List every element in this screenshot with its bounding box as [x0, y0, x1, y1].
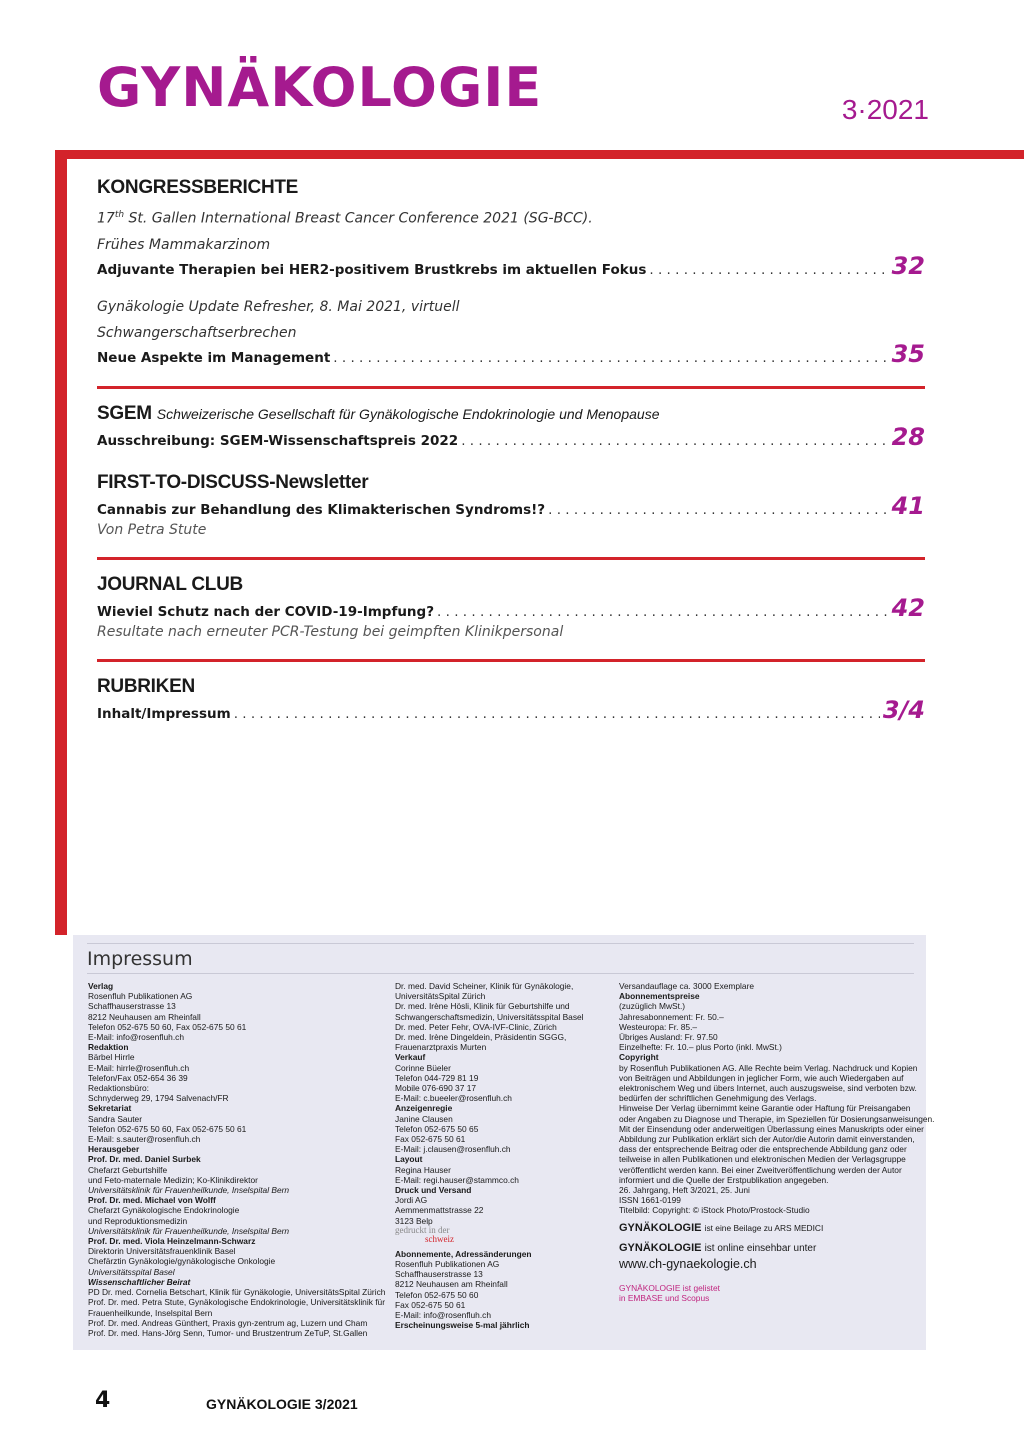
- website-link[interactable]: www.ch-gynaekologie.ch: [619, 1256, 757, 1271]
- impressum-line: Versandauflage ca. 3000 Exemplare: [619, 981, 755, 991]
- impressum-heading: Impressum: [87, 943, 914, 974]
- impressum-line: Telefon 052-675 50 60, Fax 052-675 50 61: [88, 1021, 247, 1032]
- section-title: [97, 402, 925, 426]
- toc-entry-page: 3/4: [882, 695, 925, 724]
- impressum-line: Corinne Büeler: [395, 1062, 451, 1073]
- impressum-line: Rosenfluh Publikationen AG: [395, 1259, 500, 1270]
- impressum-line: 8212 Neuhausen am Rheinfall: [88, 1011, 201, 1022]
- impressum-line: Jordi AG: [395, 1195, 428, 1206]
- topic-kicker: Frühes Mammakarzinom: [97, 236, 271, 253]
- impressum-line: Dr. med. Irène Dingeldein, Präsidentin SGGG,: [395, 1032, 567, 1043]
- impressum-line: Prof. Dr. med. Viola Heinzelmann-Schwarz: [88, 1236, 256, 1247]
- impressum-line: Abonnemente, Adressänderungen: [395, 1248, 532, 1259]
- impressum-column-3: [619, 981, 935, 1303]
- toc-entry[interactable]: [97, 339, 925, 369]
- impressum-line: E-Mail: c.bueeler@rosenfluh.ch: [395, 1093, 512, 1104]
- gedruckt-in-der-schweiz-logo: [395, 1226, 605, 1244]
- embase-line-1: GYNÄKOLOGIE ist gelistet: [619, 1282, 720, 1293]
- magazine-title: GYNÄKOLOGIE: [97, 56, 543, 119]
- impressum-line: Dr. med. David Scheiner, Klinik für Gynäkologie,: [395, 981, 574, 991]
- toc-entry-page: 35: [891, 339, 925, 368]
- impressum-line: Prof. Dr. med. Daniel Surbek: [88, 1154, 201, 1165]
- impressum-line: Mobile 076-690 37 17: [395, 1083, 477, 1094]
- impressum-line: Frauenarztpraxis Murten: [395, 1042, 487, 1053]
- toc-entry-page: 41: [891, 491, 925, 520]
- impressum-line: Telefon 052-675 50 60, Fax 052-675 50 61: [88, 1123, 247, 1134]
- section-rubriken: [97, 675, 925, 725]
- article-subtitle: Resultate nach erneuter PCR-Testung bei geimpften Klinikpersonal: [97, 623, 564, 640]
- impressum-line: Telefon 052-675 50 60: [395, 1289, 479, 1300]
- impressum-line: Sekretariat: [88, 1103, 132, 1114]
- section-first-to-discuss: [97, 471, 925, 540]
- impressum-line: E-Mail: info@rosenfluh.ch: [88, 1032, 185, 1043]
- impressum-line: Fax 052-675 50 61: [395, 1134, 466, 1145]
- impressum-line: Copyright: [619, 1052, 659, 1063]
- toc-entry[interactable]: [97, 422, 925, 452]
- impressum-line: E-Mail: hirrle@rosenfluh.ch: [88, 1062, 190, 1073]
- section-divider: [97, 386, 925, 389]
- dot-leader: [548, 499, 888, 521]
- impressum-column-1: [88, 981, 388, 1338]
- impressum-line: Druck und Versand: [395, 1185, 472, 1196]
- impressum-line: E-Mail: info@rosenfluh.ch: [395, 1310, 492, 1321]
- section-description: Schweizerische Gesellschaft für Gynäkologische Endokrinologie und Menopause: [156, 405, 660, 422]
- impressum-line: Westeuropa: Fr. 85.–: [619, 1021, 698, 1032]
- impressum-line: Aemmenmattstrasse 22: [395, 1205, 484, 1216]
- impressum-line: Bärbel Hirrle: [88, 1052, 135, 1063]
- impressum-line: Chefarzt Geburtshilfe: [88, 1164, 168, 1175]
- impressum-line: Dr. med. Peter Fehr, OVA-IVF-Clinic, Zürich: [395, 1021, 557, 1032]
- impressum-line: E-Mail: regi.hauser@stammco.ch: [395, 1174, 519, 1185]
- toc-entry-page: 32: [891, 251, 925, 280]
- impressum-line: veröffentlicht werden kann. Bei einer Zweitveröffentlichung werden der Autor: [619, 1164, 902, 1175]
- impressum-line: 26. Jahrgang, Heft 3/2021, 25. Juni: [619, 1185, 750, 1196]
- impressum-line: Chefarzt Gynäkologische Endokrinologie: [88, 1205, 240, 1216]
- author-line: Von Petra Stute: [97, 521, 207, 538]
- impressum-line: Abbildung zur Publikation erklärt sich der Autor/die Autorin damit einverstanden,: [619, 1134, 915, 1145]
- impressum-line: Telefon 044-729 81 19: [395, 1072, 479, 1083]
- impressum-line: von Beiträgen und Abbildungen in jeglicher Form, wie auch Wiedergaben auf: [619, 1072, 904, 1083]
- impressum-line: Titelbild: Copyright: © iStock Photo/Prostock-Studio: [619, 1205, 810, 1216]
- impressum-line: bedürfen der schriftlichen Genehmigung des Verlags.: [619, 1093, 817, 1104]
- impressum-line: Janine Clausen: [395, 1113, 453, 1124]
- impressum-line: Redaktionsbüro:: [88, 1083, 149, 1094]
- dot-leader: [649, 259, 888, 281]
- impressum-line: Anzeigenregie: [395, 1103, 453, 1114]
- issue-number: 3·2021: [841, 94, 929, 125]
- impressum-line: Frauenheilkunde, Inselspital Bern: [88, 1307, 213, 1318]
- impressum-line: Dr. med. Irène Hösli, Klinik für Geburtshilfe und: [395, 1001, 570, 1012]
- red-frame-vertical: [55, 150, 67, 935]
- impressum-line: Verlag: [88, 981, 114, 991]
- impressum-line: Direktorin Universitätsfrauenklinik Basel: [88, 1246, 236, 1257]
- impressum-line: Jahresabonnement: Fr. 50.–: [619, 1011, 724, 1022]
- impressum-line: Prof. Dr. med. Andreas Günthert, Praxis gyn-zentrum ag, Luzern und Cham: [88, 1317, 368, 1328]
- impressum-line: Telefon/Fax 052-654 36 39: [88, 1072, 188, 1083]
- conference-line: [97, 206, 925, 229]
- impressum-line: by Rosenfluh Publikationen AG. Alle Rechte beim Verlag. Nachdruck und Kopien: [619, 1062, 918, 1073]
- section-title-text: SGEM: [97, 402, 152, 424]
- toc-entry-title: Neue Aspekte im Management: [97, 349, 331, 366]
- conference-number: 17: [97, 210, 115, 227]
- impressum-line: Universitätsspital Basel: [88, 1266, 175, 1277]
- impressum-line: UniversitätsSpital Zürich: [395, 991, 486, 1002]
- impressum-line: dass der entsprechende Beitrag oder die entsprechende Abbildung ganz oder: [619, 1144, 907, 1155]
- impressum-line: Chefärztin Gynäkologie/gynäkologische Onkologie: [88, 1256, 276, 1267]
- conference-name: St. Gallen International Breast Cancer Conference 2021 (SG-BCC).: [124, 210, 593, 227]
- dot-leader: [437, 601, 889, 623]
- impressum-column-2: [395, 981, 605, 1331]
- online-text: ist online einsehbar unter: [704, 1242, 817, 1254]
- impressum-line: Prof. Dr. med. Michael von Wolff: [88, 1195, 216, 1206]
- conference-number-suffix: th: [114, 210, 125, 220]
- impressum-line: E-Mail: s.sauter@rosenfluh.ch: [88, 1134, 201, 1145]
- section-journal-club: [97, 573, 925, 642]
- footer-magazine-issue: GYNÄKOLOGIE 3/2021: [206, 1396, 358, 1412]
- toc-entry-page: 42: [891, 593, 925, 622]
- section-sgem: [97, 402, 925, 452]
- toc-entry[interactable]: [97, 593, 925, 623]
- impressum-line: Schaffhauserstrasse 13: [395, 1269, 483, 1280]
- impressum-line: Schnyderweg 29, 1794 Salvenach/FR: [88, 1093, 229, 1104]
- impressum-line: Regina Hauser: [395, 1164, 451, 1175]
- toc-entry-title: Ausschreibung: SGEM-Wissenschaftspreis 2022: [97, 432, 459, 449]
- dot-leader: [461, 430, 888, 452]
- brand-name: GYNÄKOLOGIE: [619, 1221, 702, 1234]
- section-divider: [97, 557, 925, 560]
- impressum-line: informiert und die Quelle der Erstpublikation angegeben.: [619, 1174, 829, 1185]
- impressum-line: ISSN 1661-0199: [619, 1195, 681, 1206]
- impressum-line: Abonnementspreise: [619, 991, 700, 1002]
- impressum-line: Universitätsklinik für Frauenheilkunde, Inselspital Bern: [88, 1185, 290, 1196]
- impressum-line: und Reproduktionsmedizin: [88, 1215, 188, 1226]
- online-line: [619, 1241, 919, 1256]
- impressum-line: Erscheinungsweise 5-mal jährlich: [395, 1320, 530, 1331]
- toc-entry-title: Wieviel Schutz nach der COVID-19-Impfung?: [97, 603, 435, 620]
- toc-entry-title: Adjuvante Therapien bei HER2-positivem Brustkrebs im aktuellen Fokus: [97, 261, 647, 278]
- gedruckt-subtext: schweiz: [425, 1233, 454, 1244]
- impressum-line: Redaktion: [88, 1042, 129, 1053]
- impressum-line: E-Mail: j.clausen@rosenfluh.ch: [395, 1144, 511, 1155]
- impressum-line: PD Dr. med. Cornelia Betschart, Klinik für Gynäkologie, UniversitätsSpital Zürich: [88, 1287, 386, 1298]
- section-title: KONGRESSBERICHTE: [97, 177, 299, 198]
- section-kongressberichte: [97, 176, 925, 369]
- impressum-line: Verkauf: [395, 1052, 426, 1063]
- impressum-line: Übriges Ausland: Fr. 97.50: [619, 1032, 718, 1043]
- impressum-line: Mit der Einsendung oder anderweitigen Überlassung eines Manuskripts oder einer: [619, 1123, 924, 1134]
- section-divider: [97, 659, 925, 662]
- impressum-line: Layout: [395, 1154, 423, 1165]
- beilage-text: ist eine Beilage zu ARS MEDICI: [704, 1222, 824, 1233]
- impressum-line: 3123 Belp: [395, 1215, 433, 1226]
- impressum-line: Prof. Dr. med. Hans-Jörg Senn, Tumor- und Brustzentrum ZeTuP, St.Gallen: [88, 1327, 368, 1338]
- impressum-line: Schwangerschaftsmedizin, Universitätsspital Basel: [395, 1011, 584, 1022]
- section-title: FIRST-TO-DISCUSS-Newsletter: [97, 471, 369, 493]
- impressum-line: und Feto-maternale Medizin; Ko-Klinikdirektor: [88, 1174, 258, 1185]
- impressum-line: Universitätsklinik für Frauenheilkunde, Inselspital Bern: [88, 1225, 290, 1236]
- gedruckt-text: gedruckt in der: [395, 1224, 450, 1235]
- impressum-line: 8212 Neuhausen am Rheinfall: [395, 1279, 508, 1290]
- impressum-line: Einzelhefte: Fr. 10.– plus Porto (inkl. MwSt.): [619, 1042, 782, 1053]
- toc-entry[interactable]: [97, 251, 925, 281]
- impressum-box: [73, 935, 935, 1350]
- section-title: RUBRIKEN: [97, 675, 195, 697]
- embase-line-2: in EMBASE und Scopus: [619, 1292, 710, 1303]
- impressum-line: Hinweise Der Verlag übernimmt keine Garantie oder Haftung für Preisangaben: [619, 1103, 911, 1114]
- toc-entry-title: Cannabis zur Behandlung des Klimakterischen Syndroms!?: [97, 501, 546, 518]
- page-number: 4: [95, 1388, 111, 1413]
- impressum-line: oder Angaben zu Diagnose und Therapie, im Speziellen für Dosierungsanweisungen.: [619, 1113, 935, 1124]
- red-frame-horizontal: [55, 150, 1024, 159]
- impressum-line: Wissenschaftlicher Beirat: [88, 1276, 191, 1287]
- impressum-line: Prof. Dr. med. Petra Stute, Gynäkologische Endokrinologie, Universitätsklinik für: [88, 1297, 385, 1308]
- impressum-line: Herausgeber: [88, 1144, 140, 1155]
- dot-leader: [333, 347, 888, 369]
- toc-entry[interactable]: [97, 491, 925, 521]
- conference-line: Gynäkologie Update Refresher, 8. Mai 2021, virtuell: [97, 298, 460, 315]
- brand-name: GYNÄKOLOGIE: [619, 1241, 702, 1254]
- toc-entry-page: 28: [891, 422, 925, 451]
- beilage-line: [619, 1221, 919, 1236]
- impressum-line: (zuzüglich MwSt.): [619, 1001, 686, 1012]
- impressum-line: Telefon 052-675 50 65: [395, 1123, 479, 1134]
- impressum-line: Schaffhauserstrasse 13: [88, 1001, 176, 1012]
- impressum-line: Rosenfluh Publikationen AG: [88, 991, 193, 1002]
- section-title: JOURNAL CLUB: [97, 573, 243, 595]
- toc-entry[interactable]: [97, 695, 925, 725]
- impressum-line: teilweise in allen Publikationen und elektronischen Medien der Verlagsgruppe: [619, 1154, 906, 1165]
- table-of-contents: [97, 176, 925, 725]
- impressum-line: Sandra Sauter: [88, 1113, 143, 1124]
- impressum-line: Fax 052-675 50 61: [395, 1299, 466, 1310]
- dot-leader: [234, 703, 880, 725]
- impressum-line: elektronischem Weg und übers Internet, auch auszugsweise, sind verboten bzw.: [619, 1083, 917, 1094]
- topic-kicker: Schwangerschaftserbrechen: [97, 324, 297, 341]
- toc-entry-title: Inhalt/Impressum: [97, 705, 231, 722]
